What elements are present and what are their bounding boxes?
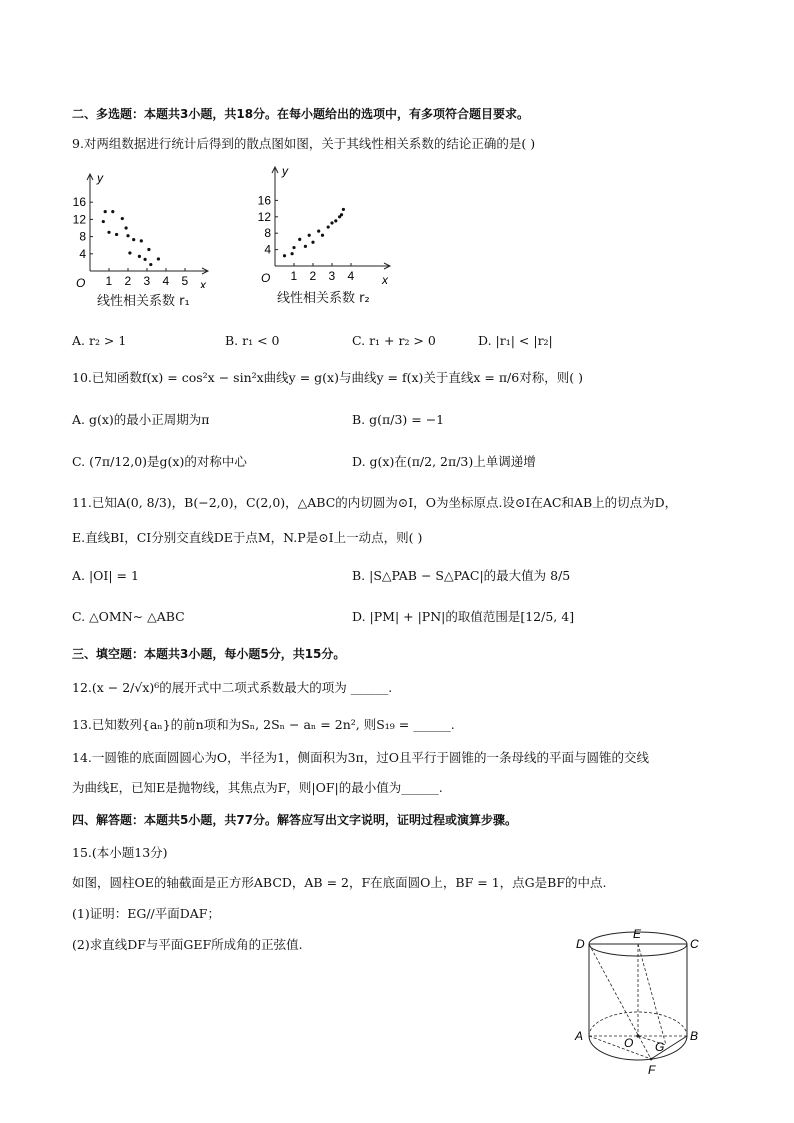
scatter-point	[147, 248, 150, 251]
scatter-point	[311, 241, 314, 244]
y-tick-label: 16	[72, 195, 86, 210]
scatter-point	[102, 220, 105, 223]
y-tick-label: 12	[257, 209, 271, 224]
label-F: F	[648, 1063, 656, 1077]
q10-option-b: B. g(π/3) = −1	[352, 412, 445, 427]
question-11-stem-line2: E.直线BI，CI分别交直线DE于点M，N.P是⊙I上一动点，则( )	[72, 530, 423, 545]
y-tick-label: 16	[257, 193, 271, 208]
question-9-stem: 9.对两组数据进行统计后得到的散点图如图，关于其线性相关系数的结论正确的是( )	[72, 136, 536, 151]
q10-option-d: D. g(x)在(π/2, 2π/3)上单调递增	[352, 454, 536, 469]
scatter-point	[321, 234, 324, 237]
label-A: A	[575, 1029, 584, 1043]
point-O	[636, 1034, 639, 1037]
question-14-line2: 为曲线E，已知E是抛物线，其焦点为F，则|OF|的最小值为______.	[72, 780, 443, 795]
scatter-point	[334, 219, 337, 222]
bottom-ellipse-front	[589, 1036, 687, 1060]
scatter-point	[138, 255, 141, 258]
x-axis-label: x	[382, 273, 388, 287]
y-axis-label: y	[282, 164, 288, 178]
label-B: B	[690, 1029, 699, 1043]
scatter-point	[157, 257, 160, 260]
x-tick-label: 4	[347, 269, 355, 283]
x-tick-label: 2	[124, 274, 132, 288]
chart2-caption: 线性相关系数 r₂	[277, 291, 370, 306]
scatter-point	[304, 245, 307, 248]
q9-option-a: A. r₂ > 1	[72, 333, 127, 348]
scatter-point	[144, 258, 147, 261]
scatter-point	[132, 238, 135, 241]
x-axis-label: x	[200, 278, 206, 288]
q9-option-b: B. r₁ < 0	[225, 333, 280, 348]
x-tick-label: 2	[309, 269, 317, 283]
label-E: E	[633, 927, 642, 941]
q9-option-c: C. r₁ + r₂ > 0	[352, 333, 436, 348]
scatter-point	[330, 221, 333, 224]
label-G: G	[655, 1040, 665, 1054]
x-tick-label: 3	[328, 269, 336, 283]
segment-DF	[589, 944, 651, 1059]
scatter-point	[291, 252, 294, 255]
x-tick-label: 4	[162, 274, 170, 288]
point-F	[650, 1058, 653, 1061]
scatter-chart-r2	[240, 163, 400, 288]
q11-option-a: A. |OI| = 1	[72, 568, 139, 583]
y-tick-label: 8	[79, 229, 86, 244]
y-tick-label: 4	[264, 242, 271, 257]
question-10-stem: 10.已知函数f(x) = cos²x − sin²x曲线y = g(x)与曲线y = f(x)关于直线x = π/6对称，则( )	[72, 370, 583, 385]
question-15-part-2: (2)求直线DF与平面GEF所成角的正弦值.	[72, 937, 303, 952]
scatter-point	[292, 246, 295, 249]
scatter-point	[283, 254, 286, 257]
question-12: 12.(x − 2/√x)⁶的展开式中二项式系数最大的项为 ______.	[72, 680, 393, 695]
scatter-point	[340, 213, 343, 216]
origin-label: O	[76, 276, 86, 288]
label-D: D	[576, 937, 585, 951]
question-14-line1: 14.一圆锥的底面圆圆心为O，半径为1，侧面积为3π，过O且平行于圆锥的一条母线的平面与圆锥的交线	[72, 750, 649, 765]
scatter-point	[128, 251, 131, 254]
question-15-part-1: (1)证明：EG//平面DAF；	[72, 906, 220, 921]
scatter-point	[140, 239, 143, 242]
scatter-point	[327, 225, 330, 228]
scatter-point	[121, 217, 124, 220]
scatter-point	[126, 234, 129, 237]
q11-option-b: B. |S△PAB − S△PAC|的最大值为 8/5	[352, 568, 571, 583]
chart1-caption: 线性相关系数 r₁	[97, 294, 190, 309]
x-tick-label: 1	[290, 269, 298, 283]
x-tick-label: 5	[181, 274, 189, 288]
question-15-points: 15.(本小题13分)	[72, 845, 168, 860]
scatter-chart-r1	[60, 168, 220, 288]
scatter-point	[125, 226, 128, 229]
y-tick-label: 12	[72, 212, 86, 227]
segment-EG	[638, 944, 666, 1045]
y-axis-label: y	[97, 171, 103, 185]
scatter-point	[149, 263, 152, 266]
question-13: 13.已知数列{aₙ}的前n项和为Sₙ, 2Sₙ − aₙ = 2n², 则S₁₉ = ______.	[72, 717, 455, 732]
scatter-point	[111, 210, 114, 213]
scatter-point	[308, 234, 311, 237]
section-3-header: 三、填空题：本题共3小题，每小题5分，共15分。	[72, 647, 346, 661]
y-tick-label: 4	[79, 246, 86, 261]
x-tick-label: 3	[143, 274, 151, 288]
scatter-point	[342, 208, 345, 211]
segment-AF	[589, 1036, 651, 1059]
q11-option-d: D. |PM| + |PN|的取值范围是[12/5, 4]	[352, 609, 575, 624]
label-C: C	[690, 937, 699, 951]
x-tick-label: 1	[105, 274, 113, 288]
section-2-header: 二、多选题：本题共3小题，共18分。在每小题给出的选项中，有多项符合题目要求。	[72, 107, 530, 121]
cylinder-figure	[568, 925, 708, 1077]
label-O: O	[624, 1036, 634, 1050]
question-15-stem: 如图，圆柱OE的轴截面是正方形ABCD，AB = 2，F在底面圆O上，BF = 1，点G是BF的中点.	[72, 875, 607, 890]
q10-option-c: C. (7π/12,0)是g(x)的对称中心	[72, 454, 247, 469]
scatter-point	[317, 230, 320, 233]
q9-option-d: D. |r₁| < |r₂|	[478, 333, 553, 348]
q11-option-c: C. △OMN∼ △ABC	[72, 609, 185, 624]
section-4-header: 四、解答题：本题共5小题，共77分。解答应写出文字说明，证明过程或演算步骤。	[72, 813, 518, 827]
scatter-point	[298, 238, 301, 241]
scatter-point	[115, 233, 118, 236]
y-tick-label: 8	[264, 226, 271, 241]
question-11-stem-line1: 11.已知A(0, 8/3)，B(−2,0)，C(2,0)，△ABC的内切圆为⊙I，O为坐标原点.设⊙I在AC和AB上的切点为D，	[72, 495, 678, 510]
scatter-point	[104, 210, 107, 213]
origin-label: O	[261, 271, 271, 285]
scatter-point	[107, 231, 110, 234]
q10-option-a: A. g(x)的最小正周期为π	[72, 412, 210, 427]
